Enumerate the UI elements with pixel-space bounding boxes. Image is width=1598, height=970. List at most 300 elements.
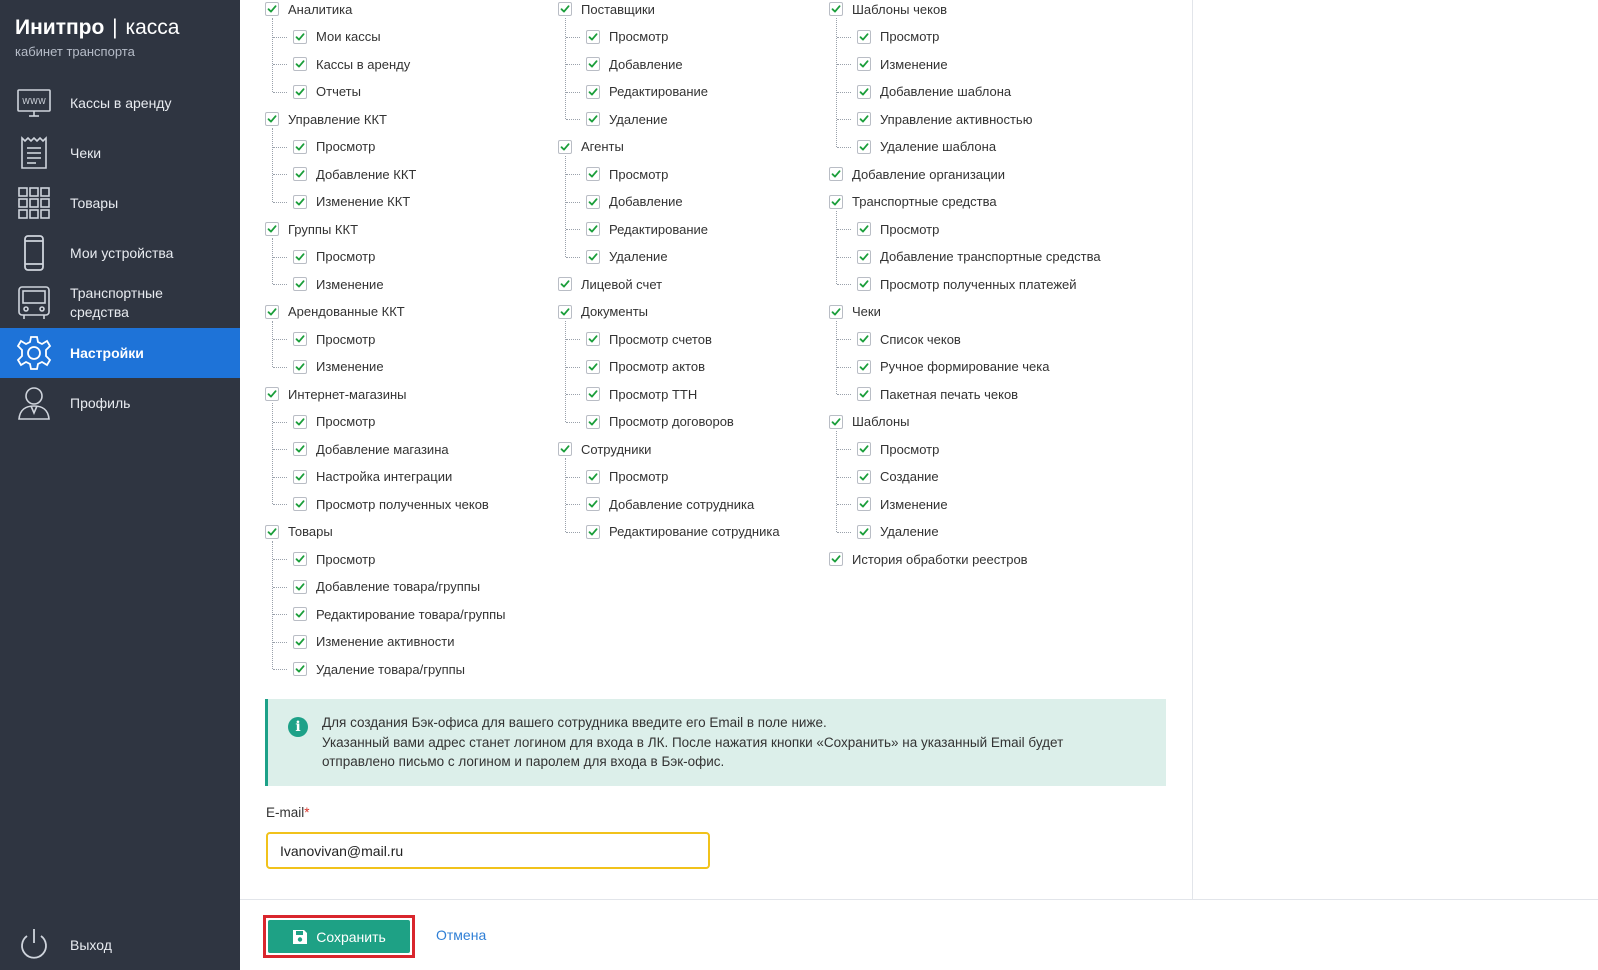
- permission-item[interactable]: [586, 82, 708, 102]
- tree-branch: [273, 642, 287, 643]
- checkbox-checked[interactable]: [829, 167, 843, 181]
- sidebar-item-label: Товары: [70, 194, 119, 211]
- permission-label: Добавление товара/группы: [316, 579, 481, 594]
- tree-branch: [273, 449, 287, 450]
- checkbox-checked[interactable]: [586, 222, 600, 236]
- brand-subtitle: кабинет транспорта: [15, 44, 135, 59]
- permission-label: Отчеты: [316, 84, 361, 99]
- checkbox-checked[interactable]: [293, 30, 307, 44]
- tree-branch: [566, 257, 580, 258]
- permission-label: Изменение: [880, 496, 948, 512]
- permission-label: Просмотр: [316, 331, 376, 347]
- tree-branch: [273, 202, 287, 203]
- permission-label: Редактирование: [609, 221, 709, 237]
- permission-label: Транспортные средства: [852, 194, 997, 209]
- checkbox-checked[interactable]: [265, 305, 279, 319]
- checkbox-checked[interactable]: [558, 305, 572, 319]
- svg-text:WWW: WWW: [22, 97, 46, 106]
- permission-label: Ручное формирование чека: [880, 359, 1050, 374]
- permission-item[interactable]: [857, 384, 1018, 404]
- sidebar-item-label: Настройки: [70, 344, 144, 361]
- permission-item[interactable]: [293, 27, 381, 47]
- tree-line: [272, 321, 273, 367]
- permission-group[interactable]: [265, 219, 358, 239]
- sidebar-item-settings[interactable]: [0, 328, 240, 378]
- tree-branch: [837, 532, 851, 533]
- permission-label: Редактирование сотрудника: [609, 524, 780, 539]
- checkbox-checked[interactable]: [857, 57, 871, 71]
- tree-line: [272, 238, 273, 284]
- checkbox-checked[interactable]: [293, 662, 307, 676]
- tree-branch: [566, 202, 580, 203]
- permission-label: Просмотр: [880, 221, 940, 237]
- permission-item[interactable]: [857, 522, 939, 542]
- permission-item[interactable]: [857, 219, 939, 239]
- tree-branch: [566, 229, 580, 230]
- info-line: отправлено письмо с логином и паролем для входа в Бэк-офис.: [322, 754, 725, 769]
- gear-icon: [16, 335, 52, 371]
- permission-group[interactable]: [829, 549, 1028, 569]
- permission-label: Просмотр: [316, 414, 376, 429]
- sidebar-item-label: Чеки: [70, 144, 102, 161]
- permission-item[interactable]: [857, 274, 1077, 294]
- tree-branch: [837, 284, 851, 285]
- checkbox-checked[interactable]: [857, 277, 871, 291]
- tree-branch: [837, 257, 851, 258]
- permission-group[interactable]: [829, 302, 881, 322]
- checkbox-checked[interactable]: [558, 2, 572, 16]
- permission-item[interactable]: [293, 329, 375, 349]
- info-box: [265, 699, 1166, 786]
- tree-branch: [566, 339, 580, 340]
- permission-label: Изменение активности: [316, 634, 455, 649]
- checkbox-checked[interactable]: [586, 250, 600, 264]
- tree-branch: [273, 37, 287, 38]
- checkbox-checked[interactable]: [293, 415, 307, 429]
- tree-branch: [566, 394, 580, 395]
- tree-branch: [273, 339, 287, 340]
- permission-item[interactable]: [586, 54, 683, 74]
- save-highlight: [263, 915, 415, 958]
- checkbox-checked[interactable]: [586, 112, 600, 126]
- permission-item[interactable]: [586, 109, 668, 129]
- footer-divider: [240, 899, 1598, 900]
- checkbox-checked[interactable]: [558, 277, 572, 291]
- permission-item[interactable]: [857, 137, 996, 157]
- tree-branch: [837, 64, 851, 65]
- checkbox-checked[interactable]: [586, 195, 600, 209]
- logout-button[interactable]: [0, 922, 240, 970]
- permission-item[interactable]: [586, 219, 708, 239]
- sidebar-item-rent-kkt[interactable]: [0, 78, 240, 128]
- sidebar-item-goods[interactable]: [0, 178, 240, 228]
- tree-branch: [273, 64, 287, 65]
- permission-group[interactable]: [829, 0, 947, 19]
- power-icon: [18, 926, 50, 962]
- sidebar-item-profile[interactable]: [0, 378, 240, 428]
- checkbox-checked[interactable]: [857, 442, 871, 456]
- sidebar-item-label: Кассы в аренду: [70, 94, 172, 111]
- permission-label: Интернет-магазины: [288, 386, 407, 402]
- permission-item[interactable]: [857, 109, 1032, 129]
- permission-label: Редактирование товара/группы: [316, 606, 506, 622]
- checkbox-checked[interactable]: [293, 167, 307, 181]
- permission-item[interactable]: [293, 467, 452, 487]
- tree-branch: [566, 37, 580, 38]
- tree-branch: [566, 532, 580, 533]
- tree-line: [836, 321, 837, 395]
- checkbox-checked[interactable]: [293, 57, 307, 71]
- permission-label: Удаление: [880, 524, 939, 539]
- tree-branch: [837, 394, 851, 395]
- permission-label: Кассы в аренду: [316, 56, 411, 72]
- tree-line: [836, 431, 837, 532]
- sidebar-item-vehicles[interactable]: [0, 278, 240, 328]
- save-label: Сохранить: [316, 928, 386, 945]
- permission-label: Просмотр: [609, 469, 669, 484]
- checkbox-checked[interactable]: [829, 2, 843, 16]
- permission-label: Просмотр: [316, 249, 376, 264]
- tree-branch: [566, 504, 580, 505]
- tree-branch: [566, 92, 580, 93]
- required-mark: *: [304, 805, 310, 820]
- tree-line: [565, 321, 566, 422]
- permission-label: Просмотр: [880, 441, 940, 457]
- tree-branch: [837, 37, 851, 38]
- tree-branch: [273, 92, 287, 93]
- tree-branch: [837, 229, 851, 230]
- permission-group[interactable]: [558, 274, 662, 294]
- permission-item[interactable]: [293, 577, 480, 597]
- main-area: [240, 0, 1598, 970]
- checkbox-checked[interactable]: [586, 167, 600, 181]
- checkbox-checked[interactable]: [293, 360, 307, 374]
- checkbox-checked[interactable]: [293, 580, 307, 594]
- info-icon: i: [288, 717, 308, 737]
- tree-branch: [566, 119, 580, 120]
- permission-label: Изменение: [880, 56, 948, 72]
- permission-label: Просмотр: [880, 29, 940, 44]
- checkbox-checked[interactable]: [857, 30, 871, 44]
- checkbox-checked[interactable]: [586, 497, 600, 511]
- permission-label: Удаление: [609, 249, 668, 264]
- sidebar-item-receipts[interactable]: [0, 128, 240, 178]
- brand-logo[interactable]: [15, 16, 179, 59]
- checkbox-checked[interactable]: [293, 497, 307, 511]
- permission-label: Настройка интеграции: [316, 469, 453, 484]
- permission-label: Просмотр счетов: [609, 331, 712, 347]
- cancel-link[interactable]: Отмена: [436, 927, 487, 943]
- checkbox-checked[interactable]: [829, 195, 843, 209]
- checkbox-checked[interactable]: [293, 250, 307, 264]
- permission-group[interactable]: [265, 0, 352, 19]
- permission-label: Просмотр: [609, 166, 669, 182]
- permission-item[interactable]: [857, 247, 1101, 267]
- permission-item[interactable]: [293, 632, 454, 652]
- checkbox-checked[interactable]: [586, 85, 600, 99]
- tree-branch: [273, 669, 287, 670]
- permission-label: Аналитика: [288, 1, 353, 17]
- permission-label: Изменение: [316, 276, 384, 292]
- checkbox-checked[interactable]: [293, 635, 307, 649]
- permission-item[interactable]: [293, 357, 384, 377]
- permission-label: Просмотр: [609, 29, 669, 44]
- save-button[interactable]: [268, 920, 410, 953]
- checkbox-checked[interactable]: [857, 525, 871, 539]
- tree-line: [272, 128, 273, 202]
- permission-group[interactable]: [829, 412, 910, 432]
- phone-icon: [16, 235, 52, 271]
- permission-group[interactable]: [558, 0, 655, 19]
- permission-label: Добавление транспортные средства: [880, 249, 1101, 264]
- permission-label: Просмотр договоров: [609, 414, 734, 429]
- permission-item[interactable]: [293, 412, 375, 432]
- checkbox-checked[interactable]: [857, 497, 871, 511]
- permission-item[interactable]: [857, 494, 948, 514]
- permission-label: Удаление товара/группы: [316, 661, 466, 677]
- brand-separator: |: [112, 16, 118, 39]
- permission-item[interactable]: [586, 192, 683, 212]
- checkbox-checked[interactable]: [857, 140, 871, 154]
- permission-label: Управление активностью: [880, 111, 1033, 127]
- checkbox-checked[interactable]: [857, 470, 871, 484]
- info-line: Для создания Бэк-офиса для вашего сотрудника введите его Email в поле ниже.: [322, 715, 827, 730]
- permission-item[interactable]: [857, 357, 1050, 377]
- checkbox-checked[interactable]: [586, 415, 600, 429]
- permission-label: Агенты: [581, 139, 624, 154]
- tree-line: [272, 18, 273, 92]
- permission-label: Мои кассы: [316, 29, 381, 44]
- tree-line: [565, 18, 566, 119]
- permission-group[interactable]: [558, 439, 651, 459]
- tree-line: [836, 211, 837, 285]
- permission-item[interactable]: [293, 82, 361, 102]
- permission-label: Редактирование: [609, 84, 709, 99]
- tree-branch: [566, 422, 580, 423]
- permission-group[interactable]: [829, 164, 1005, 184]
- tree-branch: [566, 174, 580, 175]
- permission-label: Просмотр ТТН: [609, 386, 698, 402]
- tree-branch: [273, 174, 287, 175]
- permission-item[interactable]: [293, 604, 506, 624]
- checkbox-checked[interactable]: [829, 305, 843, 319]
- permission-item[interactable]: [857, 439, 939, 459]
- bus-icon: [16, 285, 52, 321]
- permission-item[interactable]: [293, 164, 416, 184]
- tree-branch: [837, 367, 851, 368]
- checkbox-checked[interactable]: [857, 85, 871, 99]
- checkbox-checked[interactable]: [857, 112, 871, 126]
- permission-label: Товары: [288, 524, 333, 539]
- checkbox-checked[interactable]: [586, 30, 600, 44]
- tree-branch: [837, 339, 851, 340]
- tree-branch: [273, 559, 287, 560]
- permission-label: Чеки: [852, 304, 881, 319]
- permission-item[interactable]: [293, 137, 375, 157]
- tree-branch: [566, 477, 580, 478]
- permission-item[interactable]: [586, 329, 712, 349]
- permission-item[interactable]: [857, 329, 961, 349]
- tree-branch: [273, 147, 287, 148]
- permission-item[interactable]: [857, 467, 939, 487]
- permission-item[interactable]: [586, 384, 697, 404]
- checkbox-checked[interactable]: [265, 112, 279, 126]
- permission-label: Добавление: [609, 194, 683, 209]
- checkbox-checked[interactable]: [586, 525, 600, 539]
- permission-label: Добавление магазина: [316, 441, 449, 457]
- permission-label: История обработки реестров: [852, 551, 1028, 567]
- tree-branch: [837, 477, 851, 478]
- tree-branch: [273, 422, 287, 423]
- checkbox-checked[interactable]: [558, 442, 572, 456]
- permission-label: Просмотр: [316, 139, 376, 154]
- tree-branch: [273, 284, 287, 285]
- email-input[interactable]: [266, 832, 710, 869]
- permission-label: Добавление ККТ: [316, 166, 417, 182]
- permission-label: Шаблоны: [852, 414, 910, 429]
- tree-branch: [566, 64, 580, 65]
- permission-item[interactable]: [586, 164, 668, 184]
- sidebar-nav: [0, 78, 240, 428]
- permission-item[interactable]: [586, 357, 705, 377]
- permission-item[interactable]: [293, 54, 410, 74]
- tree-branch: [273, 614, 287, 615]
- permission-group[interactable]: [265, 384, 407, 404]
- tree-branch: [273, 367, 287, 368]
- floppy-disk-icon: [292, 929, 308, 945]
- permission-label: Документы: [581, 304, 649, 319]
- permission-item[interactable]: [586, 494, 754, 514]
- user-icon: [16, 385, 52, 421]
- permission-item[interactable]: [293, 659, 465, 679]
- permission-label: Сотрудники: [581, 441, 652, 457]
- permission-label: Удаление шаблона: [880, 139, 997, 154]
- permission-item[interactable]: [293, 192, 410, 212]
- permission-item[interactable]: [586, 412, 734, 432]
- permission-item[interactable]: [293, 494, 489, 514]
- permission-item[interactable]: [293, 274, 384, 294]
- permission-label: Арендованные ККТ: [288, 304, 405, 319]
- checkbox-checked[interactable]: [857, 387, 871, 401]
- checkbox-checked[interactable]: [293, 85, 307, 99]
- permission-item[interactable]: [293, 549, 375, 569]
- permission-item[interactable]: [586, 27, 668, 47]
- permission-label: Добавление организации: [852, 166, 1006, 182]
- permission-item[interactable]: [293, 439, 449, 459]
- permission-item[interactable]: [586, 522, 780, 542]
- checkbox-checked[interactable]: [857, 360, 871, 374]
- tree-branch: [273, 587, 287, 588]
- tree-line: [565, 458, 566, 532]
- info-line: Указанный вами адрес станет логином для входа в ЛК. После нажатия кнопки «Сохранить» на указанный Email будет: [322, 734, 1064, 750]
- tree-branch: [273, 477, 287, 478]
- permission-label: Список чеков: [880, 331, 961, 347]
- tree-line: [565, 156, 566, 257]
- checkbox-checked[interactable]: [857, 332, 871, 346]
- checkbox-checked[interactable]: [829, 415, 843, 429]
- www-monitor-icon: [16, 85, 52, 121]
- permission-label: Изменение: [316, 359, 384, 374]
- checkbox-checked[interactable]: [293, 442, 307, 456]
- permission-label: Добавление: [609, 56, 683, 72]
- permission-label: Создание: [880, 469, 939, 484]
- checkbox-checked[interactable]: [265, 2, 279, 16]
- checkbox-checked[interactable]: [586, 470, 600, 484]
- checkbox-checked[interactable]: [293, 277, 307, 291]
- sidebar-item-label: Мои устройства: [70, 244, 174, 261]
- grid-icon: [16, 185, 52, 221]
- receipt-icon: [16, 135, 52, 171]
- permission-label: Удаление: [609, 111, 668, 127]
- checkbox-checked[interactable]: [586, 332, 600, 346]
- permission-group[interactable]: [829, 192, 997, 212]
- checkbox-checked[interactable]: [265, 387, 279, 401]
- permission-label: Просмотр полученных платежей: [880, 276, 1077, 292]
- permission-label: Управление ККТ: [288, 111, 387, 127]
- tree-branch: [273, 504, 287, 505]
- permission-group[interactable]: [265, 109, 387, 129]
- logout-label: Выход: [70, 937, 112, 953]
- checkbox-checked[interactable]: [558, 140, 572, 154]
- checkbox-checked[interactable]: [857, 250, 871, 264]
- tree-line: [272, 403, 273, 504]
- checkbox-checked[interactable]: [265, 222, 279, 236]
- tree-branch: [837, 449, 851, 450]
- checkbox-checked[interactable]: [829, 552, 843, 566]
- checkbox-checked[interactable]: [586, 387, 600, 401]
- sidebar-item-devices[interactable]: [0, 228, 240, 278]
- sidebar-item-label: Профиль: [70, 394, 131, 411]
- permission-item[interactable]: [293, 247, 375, 267]
- permission-label: Просмотр актов: [609, 359, 705, 374]
- checkbox-checked[interactable]: [293, 552, 307, 566]
- checkbox-checked[interactable]: [293, 195, 307, 209]
- checkbox-checked[interactable]: [857, 222, 871, 236]
- permission-item[interactable]: [857, 82, 1011, 102]
- permission-item[interactable]: [586, 467, 668, 487]
- checkbox-checked[interactable]: [293, 332, 307, 346]
- brand-name: Инитпро: [15, 16, 105, 39]
- permission-item[interactable]: [857, 54, 948, 74]
- email-label: E-mail*: [266, 805, 310, 820]
- permission-label: Просмотр: [316, 551, 376, 567]
- checkbox-checked[interactable]: [265, 525, 279, 539]
- permission-label: Поставщики: [581, 1, 655, 17]
- tree-branch: [837, 119, 851, 120]
- permission-group[interactable]: [558, 137, 624, 157]
- permission-item[interactable]: [586, 247, 668, 267]
- checkbox-checked[interactable]: [293, 607, 307, 621]
- checkbox-checked[interactable]: [293, 140, 307, 154]
- permission-label: Пакетная печать чеков: [880, 386, 1019, 402]
- checkbox-checked[interactable]: [586, 57, 600, 71]
- checkbox-checked[interactable]: [293, 470, 307, 484]
- permission-label: Лицевой счет: [581, 276, 663, 292]
- permission-item[interactable]: [857, 27, 939, 47]
- permission-group[interactable]: [558, 302, 648, 322]
- tree-branch: [273, 257, 287, 258]
- tree-branch: [837, 92, 851, 93]
- brand-product: касса: [125, 16, 180, 39]
- tree-branch: [837, 504, 851, 505]
- permission-label: Добавление шаблона: [880, 84, 1012, 99]
- checkbox-checked[interactable]: [586, 360, 600, 374]
- permission-group[interactable]: [265, 302, 405, 322]
- permission-group[interactable]: [265, 522, 333, 542]
- permission-label: Добавление сотрудника: [609, 496, 755, 512]
- permission-label: Просмотр полученных чеков: [316, 496, 489, 512]
- sidebar: [0, 0, 240, 970]
